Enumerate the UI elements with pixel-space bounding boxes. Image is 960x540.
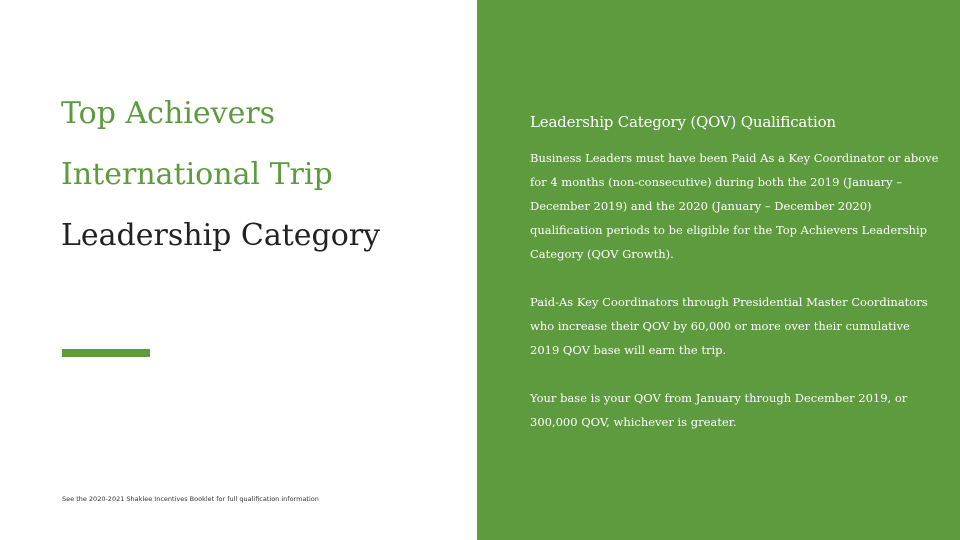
accent-bar bbox=[62, 349, 150, 357]
qualification-heading: Leadership Category (QOV) Qualification bbox=[530, 113, 836, 131]
left-panel bbox=[0, 0, 477, 540]
paragraph-growth: Paid-As Key Coordinators through Presidential Master Coordinators who increase their QOV by 60,000 or more over their cumulative 2019 QOV base will earn the trip. bbox=[530, 295, 928, 357]
right-panel bbox=[477, 0, 960, 540]
footnote: See the 2020-2021 Shaklee Incentives Booklet for full qualification information bbox=[62, 495, 319, 503]
paragraph-base: Your base is your QOV from January through December 2019, or 300,000 QOV, whichever is greater. bbox=[530, 391, 908, 429]
paragraph-eligibility: Business Leaders must have been Paid As a Key Coordinator or above for 4 months (non-consecutive) during both the 2019 (January – December 2019) and the 2020 (January – December 2020) qualification periods to be eligible for the Top Achievers Leadership Category (QOV Growth). bbox=[530, 151, 939, 261]
title-line-2: International Trip bbox=[61, 157, 333, 192]
title-line-1: Top Achievers bbox=[61, 96, 276, 131]
title-line-3: Leadership Category bbox=[61, 218, 381, 253]
